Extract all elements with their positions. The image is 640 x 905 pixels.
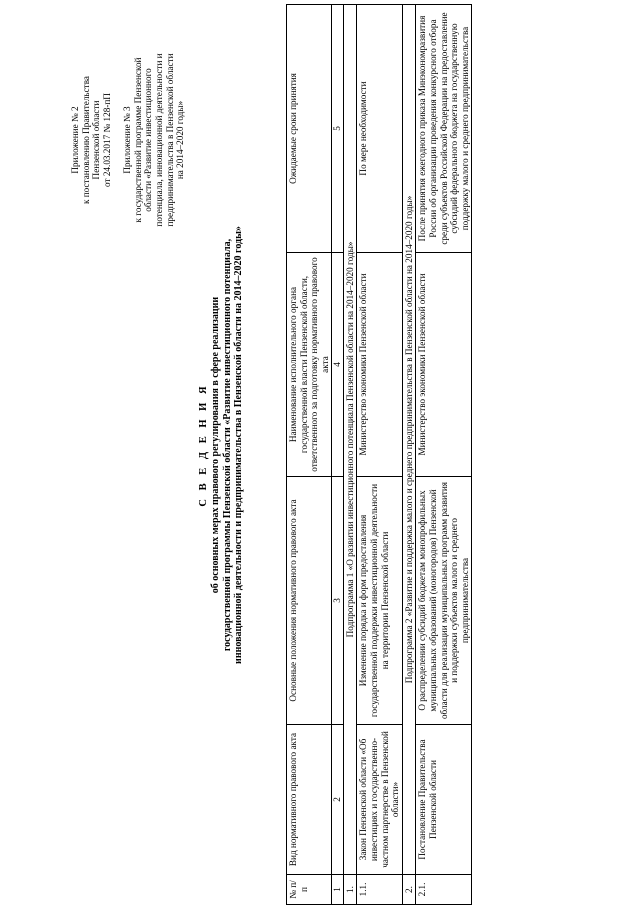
- subprogram-title: Подпрограмма 2 «Развитие и поддержка малого и среднего предпринимательства в Пензенской области на 2014–2020 годы»: [402, 5, 416, 875]
- column-number: 2: [332, 725, 344, 875]
- heading-line: об основных мерах правового регулирования в сфере реализации: [210, 296, 222, 594]
- cell-type: Постановление Правительства Пензенской области: [416, 725, 472, 875]
- document-heading: [198, 105, 245, 785]
- table-header-row: [287, 5, 332, 905]
- column-number: 5: [332, 5, 344, 253]
- appendix-line: от 24.03.2017 № 128-пП: [101, 93, 112, 187]
- header-type: Вид нормативного правового акта: [287, 725, 332, 875]
- header-deadline: Ожидаемые сроки принятия: [287, 5, 332, 253]
- subprogram-row: [343, 5, 357, 905]
- appendix-line: Приложение № 2: [70, 106, 80, 174]
- cell-type: Закон Пензенской области «Об инвестициях и государственно-частном партнерстве в Пензенской области»: [357, 725, 402, 875]
- table-row: [357, 5, 402, 905]
- cell-provisions: Изменение порядка и форм предоставления государственной поддержки инвестиционной деятельности на территории Пензенской области: [357, 477, 402, 725]
- cell-responsible: Министерство экономики Пензенской области: [357, 253, 402, 477]
- row-number: 1.: [343, 875, 357, 905]
- appendix-line: области «Развитие инвестиционного: [143, 68, 154, 212]
- measures-table: [286, 4, 472, 905]
- cell-responsible: Министерство экономики Пензенской области: [416, 253, 472, 477]
- header-num: № п/п: [287, 875, 332, 905]
- header-provisions: Основные положения нормативного правового акта: [287, 477, 332, 725]
- row-number: 1.1.: [357, 875, 402, 905]
- table-row: [416, 5, 472, 905]
- heading-line: инновационной деятельности и предпринимательства в Пензенской области на 2014–2020 годы»: [233, 226, 245, 664]
- cell-deadline: По мере необходимости: [357, 5, 402, 253]
- appendix-line: потенциала, инновационной деятельности и: [154, 53, 165, 227]
- appendix-line: предпринимательства в Пензенской области: [164, 53, 175, 227]
- column-number: 1: [332, 875, 344, 905]
- column-number-row: [332, 5, 344, 905]
- appendix-line: Пензенской области: [91, 100, 102, 180]
- column-number: 4: [332, 253, 344, 477]
- heading-line: государственной программы Пензенской области «Развитие инвестиционного потенциала,: [221, 238, 233, 652]
- column-number: 3: [332, 477, 344, 725]
- row-number: 2.1.: [416, 875, 472, 905]
- appendix-line: к государственной программе Пензенской: [132, 57, 143, 223]
- subprogram-row: [402, 5, 416, 905]
- appendix-line: к постановлению Правительства: [80, 76, 91, 204]
- row-number: 2.: [402, 875, 416, 905]
- subprogram-title: Подпрограмма 1 «О развитии инвестиционного потенциала Пензенской области на 2014–2020 годы»: [343, 5, 357, 875]
- cell-deadline: После принятия ежегодного приказа Минэкономразвития России об организации проведения конкурсного отбора среди субъектов Российской Федерации на предоставление субсидий федерального бюджета на государственную поддержку малого и среднего предпринимательства: [416, 5, 472, 253]
- appendix-block: [70, 20, 186, 260]
- appendix-line: на 2014–2020 годы»: [175, 100, 186, 180]
- cell-provisions: О распределении субсидий бюджетам монопрофильных муниципальных образований (моногородов) Пензенской области для реализации муниципальных программ развития и поддержки субъектов малого и среднего предпринимательства: [416, 477, 472, 725]
- header-responsible: Наименование исполнительного органа государственной власти Пензенской области, ответственного за подготовку нормативного правового акта: [287, 253, 332, 477]
- appendix-line: Приложение № 3: [122, 106, 133, 174]
- document-title: С В Е Д Е Н И Я: [198, 383, 209, 507]
